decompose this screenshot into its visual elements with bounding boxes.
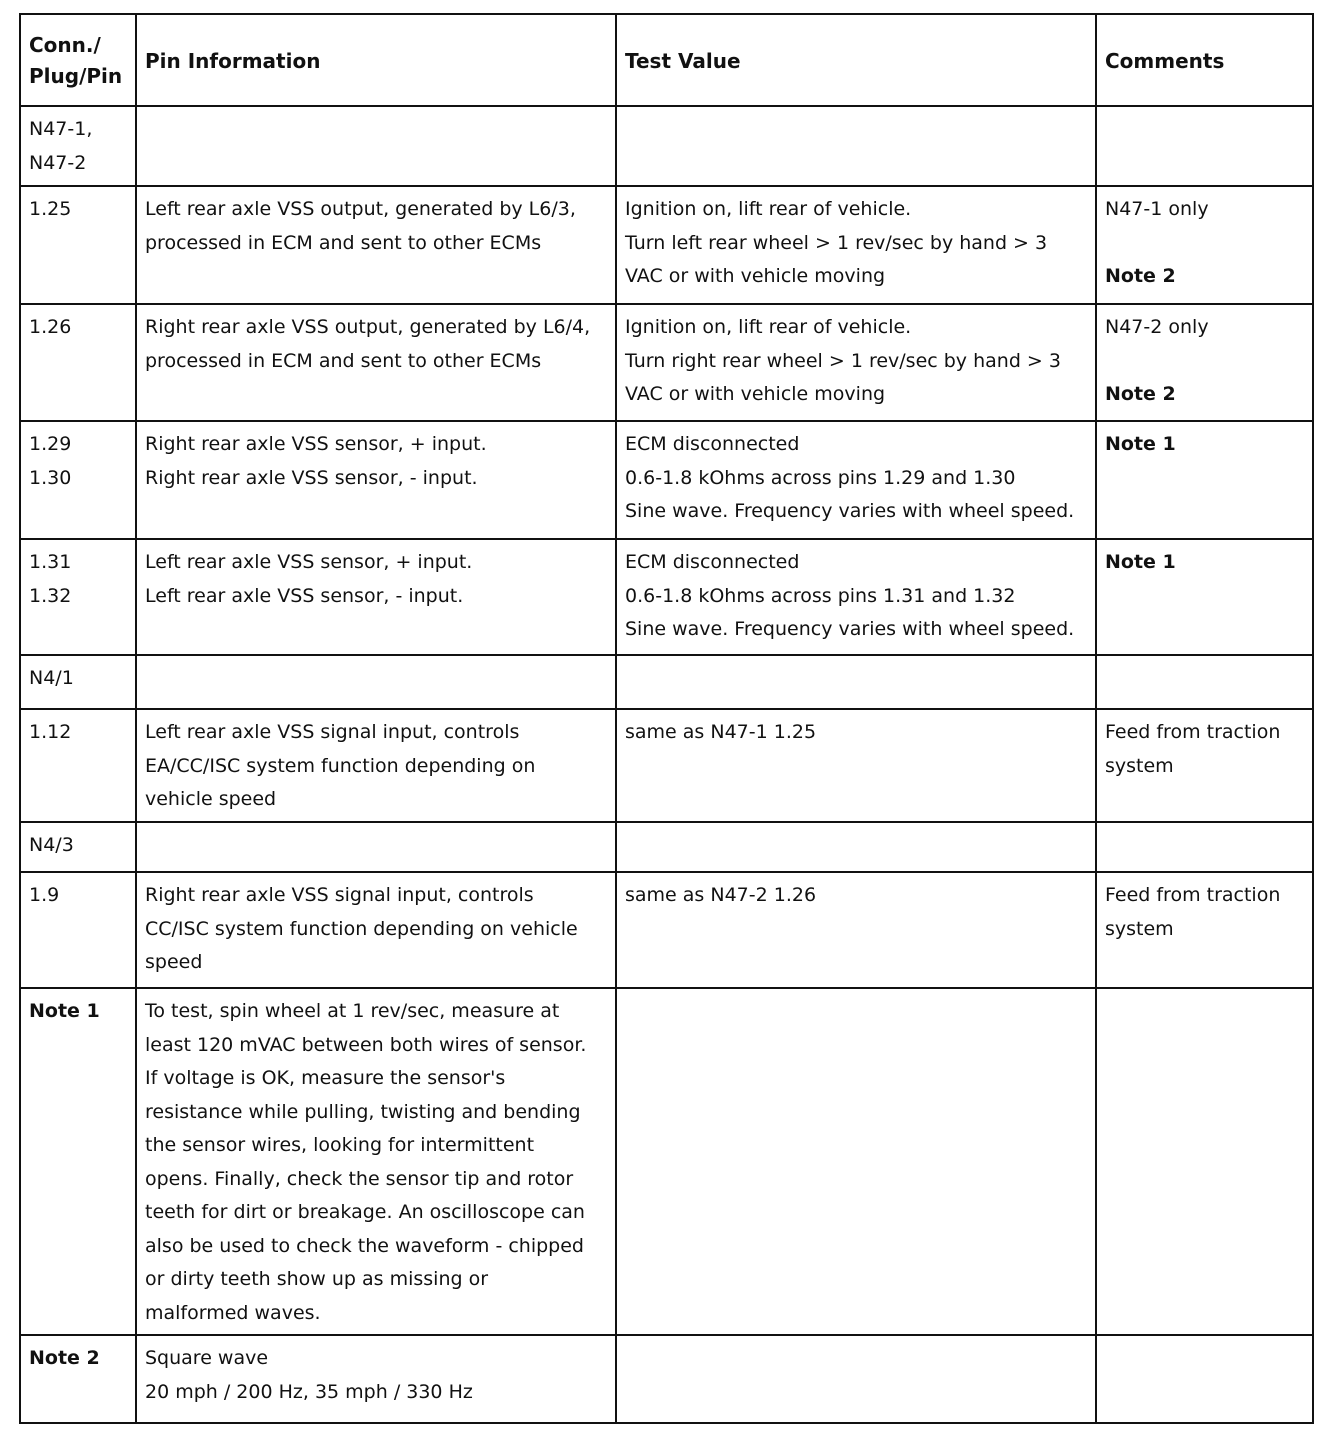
comments-cell (1096, 106, 1313, 186)
test-cell (616, 1335, 1096, 1423)
info-line: processed in ECM and sent to other ECMs (145, 231, 542, 254)
test-cell (616, 421, 1096, 539)
table-row (20, 988, 1313, 1335)
header-row (20, 14, 1313, 106)
pin-label: 1.32 (29, 584, 72, 607)
info-line: also be used to check the waveform - chipped (145, 1234, 584, 1257)
test-line: 0.6-1.8 kOhms across pins 1.29 and 1.30 (625, 466, 1016, 489)
table-row (20, 872, 1313, 988)
pin-label: 1.25 (29, 198, 72, 220)
test-cell (616, 186, 1096, 304)
info-line: Left rear axle VSS sensor, + input. (145, 551, 473, 573)
info-cell (136, 822, 616, 872)
test-cell (616, 539, 1096, 655)
comments-cell (1096, 655, 1313, 709)
test-cell (616, 872, 1096, 988)
pin-cell (20, 186, 136, 304)
comments-cell (1096, 988, 1313, 1335)
comments-cell (1096, 539, 1313, 655)
info-cell (136, 421, 616, 539)
pin-cell (20, 304, 136, 421)
info-line: processed in ECM and sent to other ECMs (145, 349, 542, 372)
comments-cell (1096, 1335, 1313, 1423)
table-row (20, 655, 1313, 709)
pin-cell (20, 539, 136, 655)
pin-cell (20, 1335, 136, 1423)
info-cell (136, 186, 616, 304)
header-conn-line-1: Conn./ (29, 33, 101, 57)
test-line: Ignition on, lift rear of vehicle. (625, 198, 912, 220)
pin-label: 1.30 (29, 466, 72, 489)
note-reference: Note 1 (1105, 433, 1176, 455)
test-cell (616, 709, 1096, 822)
header-comments: Comments (1096, 14, 1313, 106)
pin-label: N47-1, (29, 118, 93, 140)
test-line: Turn left rear wheel > 1 rev/sec by hand > 3 (625, 231, 1048, 254)
table-row (20, 106, 1313, 186)
pin-label: 1.29 (29, 433, 72, 455)
info-line: To test, spin wheel at 1 rev/sec, measure at (145, 1000, 560, 1022)
header-test-value: Test Value (616, 14, 1096, 106)
pin-label: 1.9 (29, 884, 60, 906)
info-cell (136, 988, 616, 1335)
table-row (20, 709, 1313, 822)
test-cell (616, 304, 1096, 421)
test-line: ECM disconnected (625, 433, 800, 455)
info-line: Left rear axle VSS output, generated by L6/3, (145, 198, 576, 220)
pin-label: N47-2 (29, 151, 87, 174)
test-line: Turn right rear wheel > 1 rev/sec by hand > 3 (625, 349, 1061, 372)
test-cell (616, 655, 1096, 709)
test-cell (616, 106, 1096, 186)
pin-cell (20, 872, 136, 988)
comments-cell (1096, 822, 1313, 872)
comment-line: system (1105, 754, 1174, 777)
info-line: CC/ISC system function depending on vehicle (145, 917, 578, 940)
info-cell (136, 304, 616, 421)
info-line: speed (145, 951, 203, 973)
test-line: Sine wave. Frequency varies with wheel speed. (625, 500, 1075, 522)
info-line: EA/CC/ISC system function depending on (145, 754, 536, 777)
pin-label: 1.31 (29, 551, 72, 573)
info-line: Right rear axle VSS sensor, - input. (145, 466, 478, 489)
info-line: the sensor wires, looking for intermittent (145, 1134, 535, 1156)
table-row (20, 539, 1313, 655)
comments-cell (1096, 872, 1313, 988)
info-line: vehicle speed (145, 788, 277, 810)
pin-cell (20, 709, 136, 822)
info-line: Left rear axle VSS signal input, controls (145, 721, 520, 743)
test-line: VAC or with vehicle moving (625, 383, 886, 405)
pin-information-table (19, 13, 1314, 1424)
test-line: ECM disconnected (625, 551, 800, 573)
comments-cell (1096, 186, 1313, 304)
pin-cell (20, 106, 136, 186)
comments-cell (1096, 304, 1313, 421)
info-line: teeth for dirt or breakage. An oscilloscope can (145, 1201, 585, 1223)
table-row (20, 421, 1313, 539)
info-line: resistance while pulling, twisting and bending (145, 1100, 581, 1123)
note-label: Note 2 (29, 1347, 100, 1369)
comment-line: system (1105, 917, 1174, 940)
info-line: Right rear axle VSS signal input, controls (145, 884, 534, 906)
pin-cell (20, 421, 136, 539)
info-line: 20 mph / 200 Hz, 35 mph / 330 Hz (145, 1380, 473, 1403)
test-line: same as N47-1 1.25 (625, 721, 817, 743)
info-cell (136, 709, 616, 822)
note-label: Note 1 (29, 1000, 100, 1022)
pin-label: N4/1 (29, 667, 74, 689)
comment-line: N47-1 only (1105, 198, 1209, 220)
info-line: malformed waves. (145, 1301, 321, 1324)
note-reference: Note 2 (1105, 264, 1176, 287)
comments-cell (1096, 421, 1313, 539)
info-cell (136, 872, 616, 988)
test-cell (616, 988, 1096, 1335)
info-cell (136, 1335, 616, 1423)
pin-cell (20, 655, 136, 709)
info-line: or dirty teeth show up as missing or (145, 1268, 489, 1290)
info-cell (136, 106, 616, 186)
comment-line: Feed from traction (1105, 884, 1281, 906)
info-line: Square wave (145, 1347, 269, 1369)
info-line: Right rear axle VSS sensor, + input. (145, 433, 487, 455)
note-reference: Note 2 (1105, 382, 1176, 405)
note-reference: Note 1 (1105, 551, 1176, 573)
info-line: opens. Finally, check the sensor tip and rotor (145, 1167, 574, 1190)
test-line: Ignition on, lift rear of vehicle. (625, 316, 912, 338)
test-line: same as N47-2 1.26 (625, 884, 817, 906)
test-line: 0.6-1.8 kOhms across pins 1.31 and 1.32 (625, 584, 1016, 607)
pin-cell (20, 822, 136, 872)
test-line: Sine wave. Frequency varies with wheel speed. (625, 618, 1075, 640)
pin-label: 1.26 (29, 316, 72, 338)
header-conn-plug-pin (20, 14, 136, 106)
info-line: Left rear axle VSS sensor, - input. (145, 584, 464, 607)
info-cell (136, 655, 616, 709)
comment-line: Feed from traction (1105, 721, 1281, 743)
comment-line: N47-2 only (1105, 316, 1209, 338)
info-line: least 120 mVAC between both wires of sensor. (145, 1033, 587, 1056)
table-row (20, 822, 1313, 872)
comments-cell (1096, 709, 1313, 822)
header-pin-information: Pin Information (136, 14, 616, 106)
pin-label: N4/3 (29, 834, 74, 856)
test-line: VAC or with vehicle moving (625, 265, 886, 287)
header-conn-line-2: Plug/Pin (29, 64, 123, 88)
table-row (20, 186, 1313, 304)
info-line: If voltage is OK, measure the sensor's (145, 1067, 506, 1089)
pin-cell (20, 988, 136, 1335)
pin-label: 1.12 (29, 721, 72, 743)
table-row (20, 304, 1313, 421)
info-line: Right rear axle VSS output, generated by L6/4, (145, 316, 591, 338)
table-row (20, 1335, 1313, 1423)
test-cell (616, 822, 1096, 872)
info-cell (136, 539, 616, 655)
